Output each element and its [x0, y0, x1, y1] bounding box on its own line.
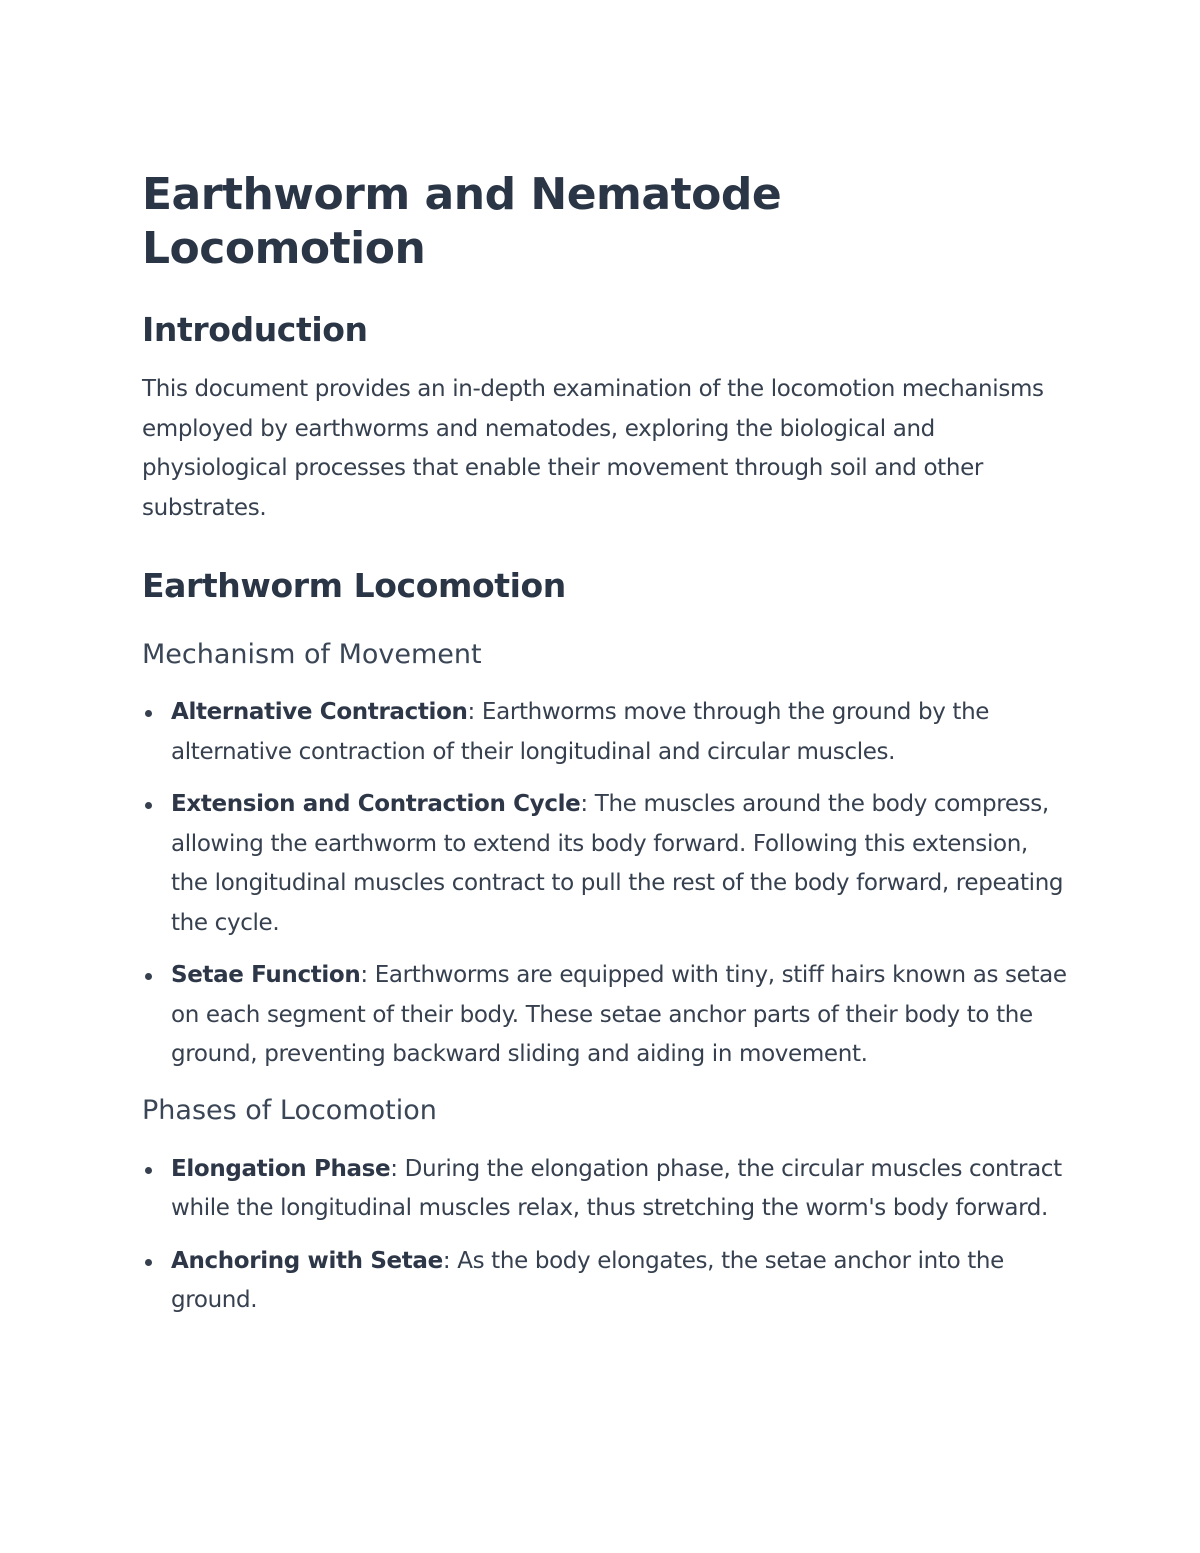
bullet-icon: [145, 1259, 152, 1266]
bullet-icon: [145, 973, 152, 980]
earthworm-locomotion-heading: Earthworm Locomotion: [142, 566, 566, 605]
phases-list: [142, 1150, 1067, 1321]
list-item: [142, 1150, 1067, 1229]
mechanism-list: [142, 693, 1067, 1075]
list-item-text: : Earthworms move through the ground by the alternative contraction of their longitudinal and circular muscles.: [171, 699, 990, 765]
introduction-heading: Introduction: [142, 310, 368, 349]
list-item: [142, 693, 1067, 772]
document-title: Earthworm and Nematode Locomotion: [142, 169, 782, 274]
list-item: [142, 956, 1067, 1075]
bullet-icon: [145, 1167, 152, 1174]
list-item-text: : As the body elongates, the setae anchor into the ground.: [171, 1247, 1004, 1313]
list-item-term: Alternative Contraction: [171, 699, 468, 725]
list-item-term: Extension and Contraction Cycle: [171, 791, 581, 817]
list-item-text: : Earthworms are equipped with tiny, stiff hairs known as setae on each segment of their body. These setae anchor parts of their body to the ground, preventing backward sliding and aiding in movement.: [171, 962, 1067, 1067]
list-item-term: Setae Function: [171, 962, 361, 988]
list-item-term: Elongation Phase: [171, 1155, 391, 1182]
phases-of-locomotion-heading: Phases of Locomotion: [142, 1094, 437, 1126]
list-item: [142, 1242, 1067, 1321]
list-item-text: : The muscles around the body compress, allowing the earthworm to extend its body forward. Following this extension, the longitudinal muscles contract to pull the rest of the body forward, repeating the cycle.: [171, 791, 1064, 936]
list-item-text: : During the elongation phase, the circular muscles contract while the longitudinal muscles relax, thus stretching the worm's body forward.: [171, 1155, 1062, 1221]
bullet-icon: [145, 802, 152, 809]
mechanism-of-movement-heading: Mechanism of Movement: [142, 639, 482, 670]
list-item: [142, 785, 1067, 943]
introduction-paragraph: This document provides an in-depth examination of the locomotion mechanisms employed by earthworms and nematodes, exploring the biological and physiological processes that enable their movement through soil and other substrates.: [142, 376, 1044, 521]
document-page: [142, 168, 1067, 1321]
bullet-icon: [145, 710, 152, 717]
list-item-term: Anchoring with Setae: [171, 1247, 443, 1274]
